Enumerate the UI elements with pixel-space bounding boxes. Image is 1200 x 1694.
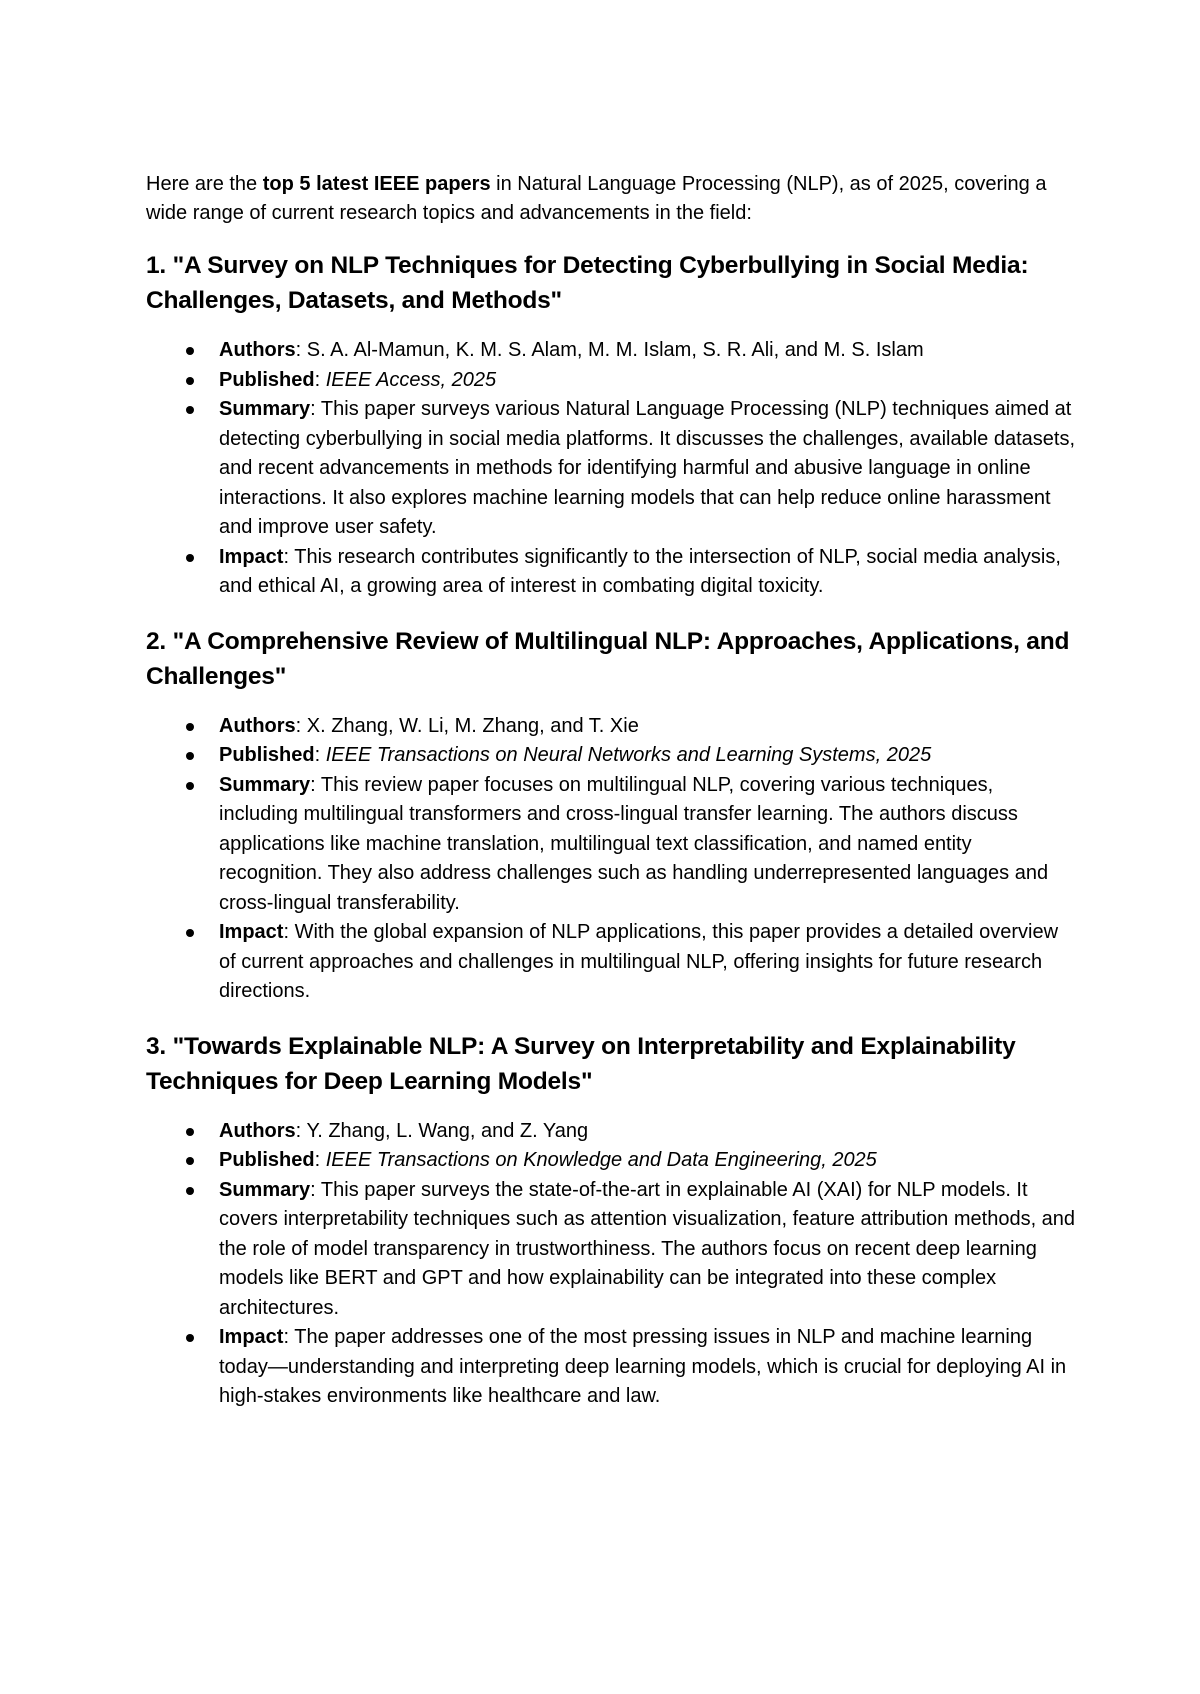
label-separator: :: [283, 1326, 295, 1348]
label-separator: :: [295, 1119, 307, 1142]
list-item-impact: [146, 543, 1076, 602]
summary-label: Summary: [219, 398, 311, 420]
summary-value: This paper surveys various Natural Language Processing (NLP) techniques aimed at detecting cyberbullying in social media platforms. It discusses the challenges, available datasets, and recent advancements in methods for identifying harmful and abusive language in online interactions. It also explores machine learning models that can help reduce online harassment and improve user safety.: [219, 398, 1076, 538]
published-value: IEEE Access, 2025: [325, 368, 497, 391]
impact-label: Impact: [219, 1326, 284, 1348]
summary-label: Summary: [219, 1178, 311, 1201]
list-item-published: [146, 1146, 1076, 1176]
label-separator: :: [295, 714, 307, 737]
impact-value: The paper addresses one of the most pressing issues in NLP and machine learning today—understanding and interpreting deep learning models, which is crucial for deploying AI in high-stakes environments like healthcare and law.: [219, 1326, 1067, 1407]
paper-details-list: [146, 712, 1076, 1007]
intro-bold: top 5 latest IEEE papers: [262, 173, 491, 195]
paper-section-2: [146, 624, 1076, 1007]
label-separator: :: [283, 545, 295, 568]
impact-value: With the global expansion of NLP applications, this paper provides a detailed overview of current approaches and challenges in multilingual NLP, offering insights for future research directions.: [219, 921, 1059, 1002]
authors-value: Y. Zhang, L. Wang, and Z. Yang: [306, 1119, 589, 1142]
intro-pre: Here are the: [146, 173, 263, 195]
authors-label: Authors: [219, 1119, 296, 1142]
label-separator: :: [310, 1178, 321, 1201]
label-separator: :: [314, 1149, 326, 1171]
bullet-icon: [186, 406, 194, 414]
paper-details-list: [146, 336, 1076, 602]
paper-title: 2. "A Comprehensive Review of Multilingual NLP: Approaches, Applications, and Challenges": [146, 627, 1070, 690]
authors-value: X. Zhang, W. Li, M. Zhang, and T. Xie: [306, 714, 639, 737]
authors-label: Authors: [219, 714, 296, 737]
paper-section-3: [146, 1029, 1076, 1412]
list-item-published: [146, 366, 1076, 396]
list-item-published: [146, 741, 1076, 771]
bullet-icon: [186, 1334, 194, 1342]
list-item-authors: [146, 336, 1076, 366]
paper-details-list: [146, 1117, 1076, 1412]
summary-label: Summary: [219, 773, 311, 796]
published-value: IEEE Transactions on Knowledge and Data Engineering, 2025: [325, 1149, 877, 1171]
list-item-summary: [146, 1176, 1076, 1324]
list-item-summary: [146, 771, 1076, 919]
list-item-authors: [146, 1117, 1076, 1147]
label-separator: :: [283, 921, 295, 943]
label-separator: :: [314, 744, 326, 766]
bullet-icon: [186, 929, 194, 937]
document-page: [146, 170, 1076, 1434]
authors-value: S. A. Al-Mamun, K. M. S. Alam, M. M. Islam, S. R. Ali, and M. S. Islam: [306, 339, 924, 361]
paper-title: 1. "A Survey on NLP Techniques for Detecting Cyberbullying in Social Media: Challenges, Datasets, and Methods": [146, 252, 1029, 314]
impact-label: Impact: [219, 921, 284, 943]
impact-label: Impact: [219, 545, 284, 568]
published-label: Published: [219, 1149, 315, 1171]
label-separator: :: [295, 339, 307, 361]
bullet-icon: [186, 554, 194, 562]
intro-paragraph: [146, 170, 1076, 228]
list-item-summary: [146, 395, 1076, 543]
bullet-icon: [186, 377, 194, 385]
bullet-icon: [186, 723, 194, 731]
published-label: Published: [219, 744, 315, 766]
summary-value: This paper surveys the state-of-the-art in explainable AI (XAI) for NLP models. It covers interpretability techniques such as attention visualization, feature attribution methods, and the role of model transparency in trustworthiness. The authors focus on recent deep learning models like BERT and GPT and how explainability can be integrated into these complex architectures.: [219, 1178, 1076, 1319]
published-label: Published: [219, 368, 315, 391]
bullet-icon: [186, 782, 194, 790]
list-item-impact: [146, 1323, 1076, 1412]
bullet-icon: [186, 1157, 194, 1165]
paper-title: 3. "Towards Explainable NLP: A Survey on Interpretability and Explainability Techniques for Deep Learning Models": [146, 1032, 1016, 1095]
bullet-icon: [186, 1128, 194, 1136]
intro-post: in Natural Language Processing (NLP), as of 2025, covering a wide range of current research topics and advancements in the field:: [146, 173, 1047, 224]
summary-value: This review paper focuses on multilingual NLP, covering various techniques, including multilingual transformers and cross-lingual transfer learning. The authors discuss applications like machine translation, multilingual text classification, and named entity recognition. They also address challenges such as handling underrepresented languages and cross-lingual transferability.: [219, 773, 1049, 914]
bullet-icon: [186, 752, 194, 760]
impact-value: This research contributes significantly to the intersection of NLP, social media analysis, and ethical AI, a growing area of interest in combating digital toxicity.: [219, 545, 1061, 597]
label-separator: :: [310, 398, 321, 420]
bullet-icon: [186, 347, 194, 355]
published-value: IEEE Transactions on Neural Networks and Learning Systems, 2025: [325, 744, 932, 766]
authors-label: Authors: [219, 339, 296, 361]
list-item-impact: [146, 918, 1076, 1007]
label-separator: :: [314, 368, 326, 391]
label-separator: :: [310, 773, 321, 796]
list-item-authors: [146, 712, 1076, 742]
paper-section-1: [146, 248, 1076, 602]
bullet-icon: [186, 1187, 194, 1195]
